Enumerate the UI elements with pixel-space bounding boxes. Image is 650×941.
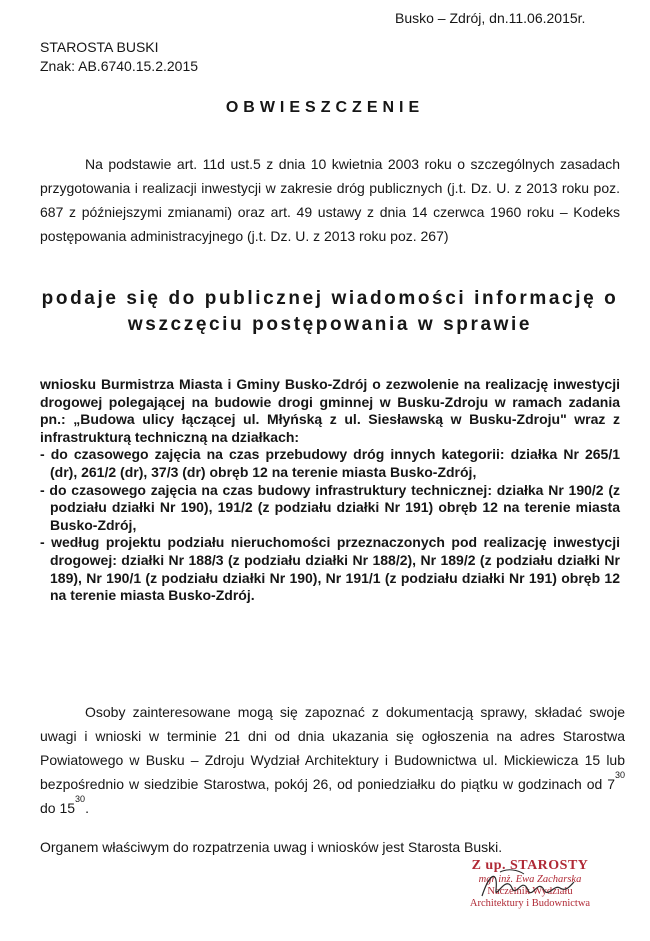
parcel-list-item: - według projektu podziału nieruchomości przeznaczonych pod realizację inwestycji drogowej: działki Nr 188/3 (z podziału działki Nr 188/2), Nr 189/2 (z podziału działki Nr 189), Nr 190/1 (z podziału działki Nr 190), Nr 191/1 (z podziału działki Nr 191) obręb 12 na terenie miasta Busko-Zdrój.: [40, 534, 620, 604]
closing-period: .: [85, 800, 89, 816]
handwritten-signature: [478, 866, 578, 906]
time-to-minutes: 30: [75, 794, 86, 804]
time-from: [607, 770, 626, 792]
issuer-block: [40, 38, 198, 76]
application-lead: wniosku Burmistrza Miasta i Gminy Busko-Zdrój o zezwolenie na realizację inwestycji drogowej polegającej na budowie drogi gminnej w Busku-Zdroju w ramach zadania pn.: „Budowa ulicy łączącej ul. Młyńską z ul. Siesławską w Busku-Zdroju" wraz z infrastrukturą techniczną na działkach:: [40, 376, 620, 445]
consultation-body: Osoby zainteresowane mogą się zapoznać z dokumentacją sprawy, składać swoje uwagi i wnioski w terminie 21 dni od dnia ukazania się ogłoszenia na adres Starostwa Powiatowego w Busku – Zdroju Wydział Architektury i Budownictwa ul. Mickiewicza 15 lub bezpośrednio w siedzibie Starostwa, pokój 26, od poniedziałku do piątku w godzinach od: [40, 704, 625, 792]
announcement-headline: podaje się do publicznej wiadomości informację o wszczęciu postępowania w sprawie: [41, 288, 619, 335]
document-title: OBWIESZCZENIE: [225, 99, 425, 116]
place-date: Busko – Zdrój, dn.11.06.2015r.: [395, 10, 586, 26]
time-connector: do: [40, 800, 56, 816]
consultation-text: [40, 700, 625, 820]
time-from-minutes: 30: [615, 770, 626, 780]
stamp-line-4: Architektury i Budownictwa: [469, 898, 591, 909]
issuer-name: STAROSTA BUSKI: [40, 39, 159, 55]
parcel-list-item: - do czasowego zajęcia na czas przebudowy dróg innych kategorii: działka Nr 265/1 (dr), 261/2 (dr), 37/3 (dr) obręb 12 na terenie miasta Busko-Zdrój,: [40, 446, 620, 480]
time-from-hour: 7: [607, 776, 615, 792]
reference-number: Znak: AB.6740.15.2.2015: [40, 58, 199, 74]
stamp-line-2: mgr inż. Ewa Zacharska: [478, 874, 582, 885]
legal-basis-text: Na podstawie art. 11d ust.5 z dnia 10 kwietnia 2003 roku o szczególnych zasadach przygotowania i realizacji inwestycji w zakresie dróg publicznych (j.t. Dz. U. z 2013 roku poz. 687 z późniejszymi zmianami) oraz art. 49 ustawy z dnia 14 czerwca 1960 roku – Kodeks postępowania administracyjnego (j.t. Dz. U. z 2013 roku poz. 267): [40, 156, 620, 244]
consultation-paragraph: [40, 700, 625, 820]
stamp-line-3: Naczelnik Wydziału: [487, 886, 573, 897]
application-description: [40, 376, 620, 605]
parcel-list-item: - do czasowego zajęcia na czas budowy infrastruktury technicznej: działka Nr 190/2 (z podziału działki Nr 190), 191/2 (z podziału działki Nr 191) obręb 12 na terenie miasta Busko-Zdrój,: [40, 481, 620, 533]
stamp-line-1: Z up. STAROSTY: [471, 858, 589, 873]
time-to-hour: 15: [59, 800, 76, 816]
time-to: [59, 794, 86, 816]
competent-authority-line: Organem właściwym do rozpatrzenia uwag i wniosków jest Starosta Buski.: [40, 839, 503, 855]
legal-basis-paragraph: [40, 152, 620, 248]
